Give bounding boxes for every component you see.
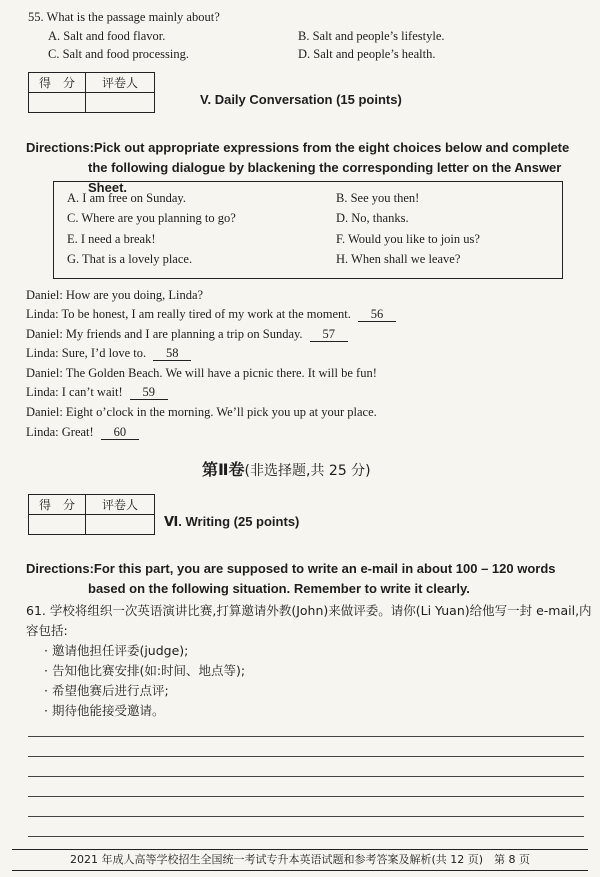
- line-text: Great!: [61, 425, 94, 439]
- section-6-directions: [26, 559, 592, 599]
- question-55-options: [28, 27, 548, 64]
- line-text: Eight o’clock in the morning. We’ll pick you up at your place.: [65, 405, 377, 419]
- speaker: Daniel:: [26, 366, 63, 380]
- directions-text: Pick out appropriate expressions from the eight choices below and complete the following dialogue by blackening the corresponding letter on the Answer Sheet.: [88, 140, 570, 195]
- question-61-prompt: 61. 学校将组织一次英语演讲比赛,打算邀请外教(John)来做评委。请你(Li Yuan)给他写一封 e-mail,内容包括:: [26, 603, 592, 638]
- writing-line[interactable]: [28, 796, 584, 797]
- requirement-item: · 告知他比赛安排(如:时间、地点等);: [44, 663, 246, 678]
- writing-line[interactable]: [28, 776, 584, 777]
- dialogue-line: [26, 383, 168, 402]
- choice-h: H. When shall we leave?: [336, 252, 461, 266]
- directions-text: For this part, you are supposed to write an e-mail in about 100 – 120 words based on the following situation. Remember to write it clearly.: [88, 561, 556, 596]
- dialogue-line: [26, 364, 377, 383]
- choice-d: D. No, thanks.: [336, 211, 409, 225]
- writing-line[interactable]: [28, 756, 584, 757]
- directions-label: Directions:: [26, 561, 94, 576]
- score-cell: [29, 93, 86, 113]
- line-text: To be honest, I am really tired of my work at the moment.: [61, 307, 351, 321]
- requirement-item: · 希望他赛后进行点评;: [44, 683, 169, 698]
- part-2-heading: [202, 457, 371, 480]
- choice-f: F. Would you like to join us?: [336, 232, 480, 246]
- line-text: I can’t wait!: [61, 385, 123, 399]
- speaker: Linda:: [26, 425, 59, 439]
- choice-a: A. I am free on Sunday.: [67, 191, 186, 205]
- option-b: B. Salt and people’s lifestyle.: [298, 28, 445, 43]
- score-table: [28, 494, 155, 535]
- page-footer: 2021 年成人高等学校招生全国统一考试专升本英语试题和参考答案及解析(共 12 页) 第 8 页: [12, 849, 588, 871]
- writing-line[interactable]: [28, 736, 584, 737]
- part-2-title: 第Ⅱ卷: [202, 460, 245, 479]
- writing-line[interactable]: [28, 816, 584, 817]
- line-text: My friends and I are planning a trip on Sunday.: [65, 327, 303, 341]
- score-header: 得 分: [29, 73, 86, 93]
- requirement-item: · 期待他能接受邀请。: [44, 703, 165, 718]
- speaker: Daniel:: [26, 327, 63, 341]
- blank-58: 58: [153, 346, 191, 361]
- option-c: C. Salt and food processing.: [48, 46, 189, 61]
- choice-b: B. See you then!: [336, 191, 420, 205]
- blank-60: 60: [101, 425, 139, 440]
- dialogue-line: [26, 344, 191, 363]
- grader-cell: [86, 515, 155, 535]
- choice-g: G. That is a lovely place.: [67, 252, 193, 266]
- dialogue-line: [26, 403, 377, 422]
- line-text: The Golden Beach. We will have a picnic there. It will be fun!: [65, 366, 377, 380]
- score-table: [28, 72, 155, 113]
- line-text: Sure, I’d love to.: [61, 346, 147, 360]
- blank-57: 57: [310, 327, 348, 342]
- blank-59: 59: [130, 385, 168, 400]
- speaker: Daniel:: [26, 288, 63, 302]
- line-text: How are you doing, Linda?: [65, 288, 204, 302]
- speaker: Linda:: [26, 307, 59, 321]
- requirement-item: · 邀请他担任评委(judge);: [44, 643, 189, 658]
- score-cell: [29, 515, 86, 535]
- grader-header: 评卷人: [86, 73, 155, 93]
- grader-cell: [86, 93, 155, 113]
- choice-e: E. I need a break!: [67, 232, 156, 246]
- dialogue-line: [26, 325, 348, 344]
- grader-header: 评卷人: [86, 495, 155, 515]
- dialogue-line: [26, 305, 396, 324]
- part-2-subtitle: (非选择题,共 25 分): [244, 463, 371, 479]
- question-55: [28, 8, 548, 64]
- section-5-title: V. Daily Conversation (15 points): [200, 92, 402, 107]
- dialogue-line: [26, 286, 203, 305]
- speaker: Daniel:: [26, 405, 63, 419]
- choices-box: [53, 181, 563, 279]
- blank-56: 56: [358, 307, 396, 322]
- section-6-title: Ⅵ. Writing (25 points): [164, 514, 300, 529]
- speaker: Linda:: [26, 346, 59, 360]
- directions-label: Directions:: [26, 140, 94, 155]
- dialogue-line: [26, 423, 139, 442]
- speaker: Linda:: [26, 385, 59, 399]
- question-55-stem: 55. What is the passage mainly about?: [28, 10, 220, 24]
- option-a: A. Salt and food flavor.: [48, 28, 166, 43]
- option-d: D. Salt and people’s health.: [298, 46, 436, 61]
- score-header: 得 分: [29, 495, 86, 515]
- writing-line[interactable]: [28, 836, 584, 837]
- choice-c: C. Where are you planning to go?: [67, 211, 236, 225]
